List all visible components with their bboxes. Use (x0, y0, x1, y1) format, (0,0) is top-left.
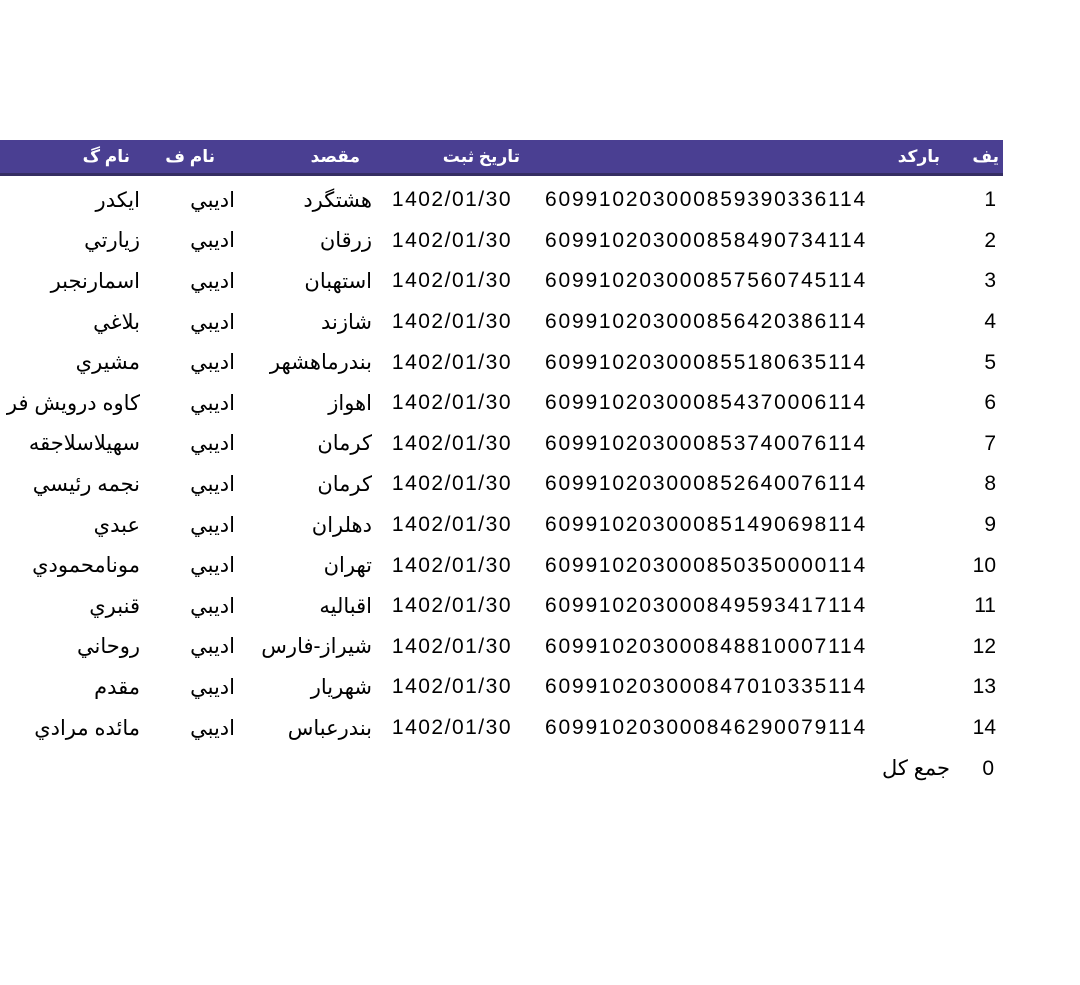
table-row (0, 221, 1003, 262)
cell-row-number: 13 (972, 675, 996, 699)
cell-destination: شيراز-فارس (261, 635, 372, 659)
cell-name-g: مقدم (94, 675, 140, 699)
table-row (0, 667, 1003, 708)
cell-date: 1402/01/30 (391, 675, 512, 699)
cell-date: 1402/01/30 (391, 594, 512, 618)
cell-barcode: 609910203000852640076114 (545, 472, 867, 496)
cell-destination: شازند (320, 310, 372, 334)
cell-row-number: 1 (984, 188, 996, 212)
table-row (0, 464, 1003, 505)
cell-barcode: 609910203000859390336114 (545, 188, 867, 212)
cell-row-number: 8 (984, 472, 996, 496)
cell-name-f: اديبي (190, 675, 235, 699)
cell-name-f: اديبي (190, 513, 235, 537)
table-row (0, 708, 1003, 749)
table-row (0, 383, 1003, 424)
total-value: 0 (982, 756, 994, 780)
cell-destination: زرقان (319, 229, 372, 253)
cell-name-f: اديبي (190, 472, 235, 496)
cell-destination: شهريار (310, 675, 372, 699)
cell-name-g: اسمارنجبر (50, 269, 140, 293)
cell-row-number: 10 (972, 553, 996, 577)
cell-row-number: 4 (984, 310, 996, 334)
cell-date: 1402/01/30 (391, 228, 512, 252)
cell-row-number: 14 (972, 716, 996, 740)
cell-name-g: سهيلاسلاجقه (28, 432, 140, 456)
table-body (0, 176, 1003, 748)
cell-date: 1402/01/30 (391, 634, 512, 658)
cell-destination: هشتگرد (303, 188, 372, 212)
cell-destination: بندرماهشهر (269, 351, 372, 375)
cell-barcode: 609910203000851490698114 (545, 513, 867, 537)
records-table (0, 140, 1003, 789)
cell-name-g: ايكدر (95, 188, 140, 212)
cell-barcode: 609910203000858490734114 (545, 228, 867, 252)
cell-name-g: كاوه درويش فر (6, 391, 140, 415)
cell-row-number: 6 (984, 391, 996, 415)
cell-destination: دهلران (311, 513, 372, 537)
table-row (0, 545, 1003, 586)
cell-name-f: اديبي (190, 269, 235, 293)
cell-name-g: نجمه رئيسي (32, 472, 140, 496)
header-cell-name-g: نام گ (82, 146, 130, 166)
table-row (0, 424, 1003, 465)
header-cell-date: تاريخ ثبت (442, 146, 520, 166)
cell-name-g: زيارتي (84, 229, 140, 253)
cell-date: 1402/01/30 (391, 513, 512, 537)
cell-barcode: 609910203000857560745114 (545, 269, 867, 293)
cell-name-g: مونامحمودي (32, 554, 140, 578)
cell-name-f: اديبي (190, 594, 235, 618)
cell-date: 1402/01/30 (391, 188, 512, 212)
cell-date: 1402/01/30 (391, 553, 512, 577)
cell-row-number: 9 (984, 513, 996, 537)
cell-row-number: 3 (984, 269, 996, 293)
cell-date: 1402/01/30 (391, 472, 512, 496)
cell-date: 1402/01/30 (391, 431, 512, 455)
cell-row-number: 12 (972, 634, 996, 658)
total-label: جمع كل (881, 757, 950, 781)
table-row (0, 261, 1003, 302)
cell-name-f: اديبي (190, 391, 235, 415)
header-cell-name-f: نام ف (165, 146, 215, 166)
cell-barcode: 609910203000855180635114 (545, 350, 867, 374)
cell-barcode: 609910203000846290079114 (545, 716, 867, 740)
cell-name-f: اديبي (190, 432, 235, 456)
cell-date: 1402/01/30 (391, 350, 512, 374)
cell-name-g: روحاني (76, 635, 140, 659)
cell-row-number: 7 (984, 431, 996, 455)
cell-date: 1402/01/30 (391, 310, 512, 334)
header-cell-row-number: يف (972, 146, 999, 166)
cell-name-g: مشيري (75, 351, 140, 375)
total-row (0, 748, 1003, 789)
cell-date: 1402/01/30 (391, 269, 512, 293)
cell-destination: كرمان (317, 432, 372, 456)
cell-name-f: اديبي (190, 310, 235, 334)
cell-barcode: 609910203000853740076114 (545, 431, 867, 455)
cell-destination: استهبان (304, 269, 372, 293)
cell-destination: كرمان (317, 472, 372, 496)
cell-name-f: اديبي (190, 635, 235, 659)
cell-name-g: قنبري (89, 594, 140, 618)
cell-name-f: اديبي (190, 188, 235, 212)
cell-name-f: اديبي (190, 716, 235, 740)
table-row (0, 627, 1003, 668)
table-row (0, 586, 1003, 627)
cell-date: 1402/01/30 (391, 716, 512, 740)
cell-date: 1402/01/30 (391, 391, 512, 415)
cell-name-g: مائده مرادي (34, 716, 140, 740)
cell-barcode: 609910203000850350000114 (545, 553, 867, 577)
cell-destination: تهران (323, 554, 372, 578)
cell-barcode: 609910203000847010335114 (545, 675, 867, 699)
table-header-row (0, 140, 1003, 176)
table-row (0, 342, 1003, 383)
table-row (0, 505, 1003, 546)
cell-destination: اهواز (328, 391, 372, 415)
cell-name-f: اديبي (190, 351, 235, 375)
header-cell-barcode: باركد (897, 146, 940, 166)
cell-name-f: اديبي (190, 229, 235, 253)
cell-name-g: عبدي (93, 513, 140, 537)
cell-barcode: 609910203000856420386114 (545, 310, 867, 334)
cell-destination: بندرعباس (287, 716, 372, 740)
table-row (0, 302, 1003, 343)
cell-row-number: 2 (984, 228, 996, 252)
cell-destination: اقباليه (319, 594, 372, 618)
cell-row-number: 5 (984, 350, 996, 374)
cell-name-g: بلاغي (93, 310, 140, 334)
cell-barcode: 609910203000854370006114 (545, 391, 867, 415)
cell-name-f: اديبي (190, 554, 235, 578)
cell-barcode: 609910203000849593417114 (545, 594, 867, 618)
cell-barcode: 609910203000848810007114 (545, 634, 867, 658)
table-row (0, 180, 1003, 221)
header-cell-destination: مقصد (310, 146, 360, 166)
cell-row-number: 11 (974, 594, 996, 618)
